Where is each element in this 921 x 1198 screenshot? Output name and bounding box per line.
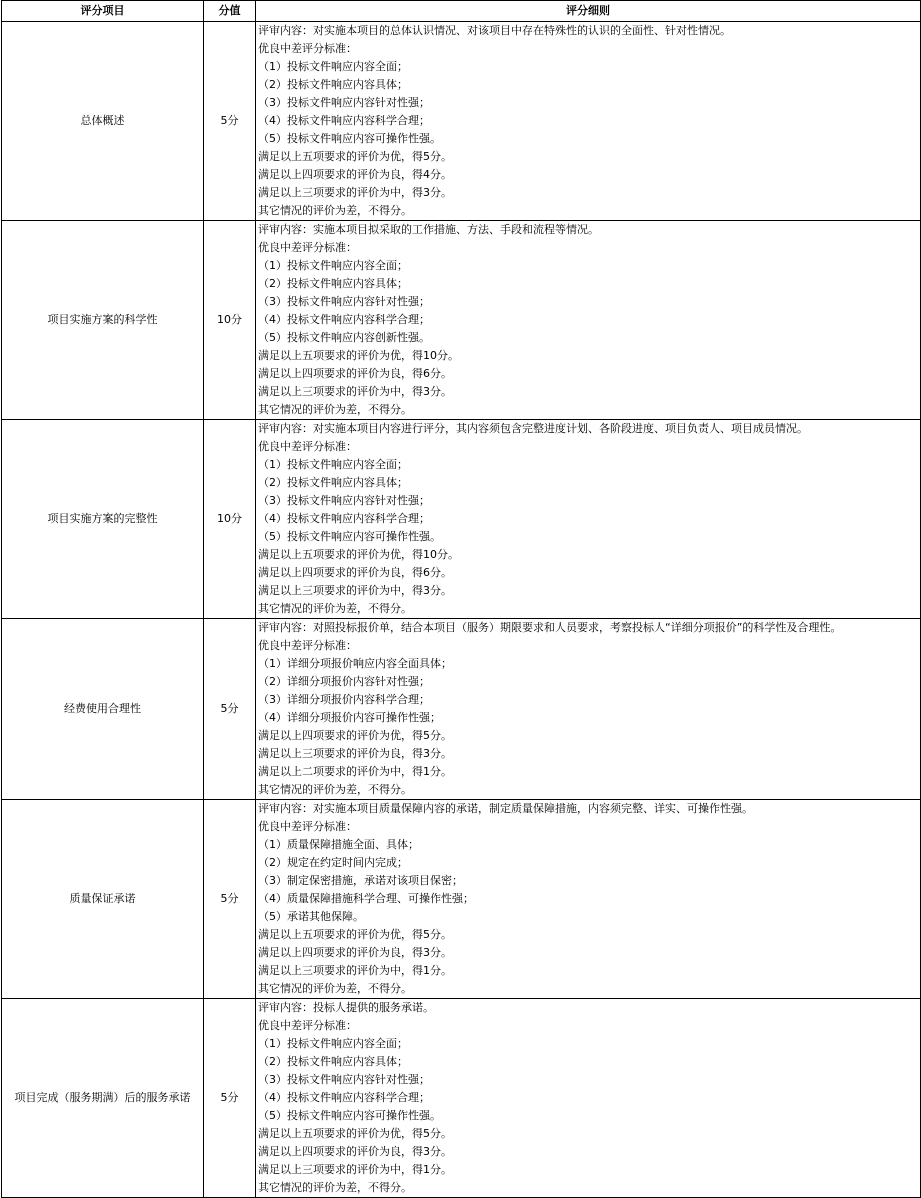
detail-line: 满足以上五项要求的评价为优，得10分。 xyxy=(258,548,459,561)
criteria-detail xyxy=(256,619,921,800)
criteria-item: 项目实施方案的完整性 xyxy=(2,420,204,619)
criteria-item: 经费使用合理性 xyxy=(2,619,204,800)
criteria-detail xyxy=(256,221,921,420)
detail-line: 满足以上四项要求的评价为优，得5分。 xyxy=(258,729,452,742)
header-row xyxy=(2,1,921,22)
detail-line: （3）详细分项报价内容科学合理； xyxy=(258,693,430,706)
detail-line: （4）投标文件响应内容科学合理； xyxy=(258,114,430,127)
criteria-item: 质量保证承诺 xyxy=(2,800,204,999)
detail-line: （3）制定保密措施，承诺对该项目保密； xyxy=(258,874,463,887)
detail-line: 满足以上五项要求的评价为优，得10分。 xyxy=(258,349,459,362)
detail-line: （1）投标文件响应内容全面； xyxy=(258,60,408,73)
detail-line: 其它情况的评价为差，不得分。 xyxy=(258,204,412,217)
detail-line: 评审内容：实施本项目拟采取的工作措施、方法、手段和流程等情况。 xyxy=(258,223,599,236)
detail-line: （5）投标文件响应内容创新性强。 xyxy=(258,331,430,344)
detail-line: 满足以上三项要求的评价为中，得1分。 xyxy=(258,1163,452,1176)
criteria-item: 项目完成（服务期满）后的服务承诺 xyxy=(2,999,204,1198)
detail-line: 其它情况的评价为差，不得分。 xyxy=(258,1181,412,1194)
header-score: 分值 xyxy=(204,1,256,22)
criteria-score: 5分 xyxy=(204,800,256,999)
detail-line: 其它情况的评价为差，不得分。 xyxy=(258,783,412,796)
detail-line: （3）投标文件响应内容针对性强； xyxy=(258,295,430,308)
detail-line: 优良中差评分标准： xyxy=(258,1019,357,1032)
detail-line: 满足以上五项要求的评价为优，得5分。 xyxy=(258,928,452,941)
criteria-detail xyxy=(256,420,921,619)
detail-line: （3）投标文件响应内容针对性强； xyxy=(258,1073,430,1086)
criteria-score: 5分 xyxy=(204,22,256,221)
header-item: 评分项目 xyxy=(2,1,204,22)
detail-line: 满足以上三项要求的评价为中，得3分。 xyxy=(258,186,452,199)
detail-line: （2）投标文件响应内容具体； xyxy=(258,78,408,91)
criteria-item: 总体概述 xyxy=(2,22,204,221)
criteria-score: 5分 xyxy=(204,999,256,1198)
detail-line: 满足以上四项要求的评价为良，得3分。 xyxy=(258,1145,452,1158)
detail-line: （5）承诺其他保障。 xyxy=(258,910,364,923)
detail-line: 满足以上五项要求的评价为优，得5分。 xyxy=(258,1127,452,1140)
detail-line: 满足以上二项要求的评价为中，得1分。 xyxy=(258,765,452,778)
detail-line: 评审内容：对实施本项目的总体认识情况、对该项目中存在特殊性的认识的全面性、针对性情况。 xyxy=(258,24,731,37)
header-detail: 评分细则 xyxy=(256,1,921,22)
detail-line: （4）投标文件响应内容科学合理； xyxy=(258,313,430,326)
detail-line: （1）投标文件响应内容全面； xyxy=(258,1037,408,1050)
criteria-detail xyxy=(256,22,921,221)
detail-line: （4）质量保障措施科学合理、可操作性强； xyxy=(258,892,474,905)
detail-line: 评审内容：对实施本项目质量保障内容的承诺，制定质量保障措施，内容须完整、详实、可操作性强。 xyxy=(258,802,753,815)
table-row xyxy=(2,221,921,420)
detail-line: （2）投标文件响应内容具体； xyxy=(258,1055,408,1068)
criteria-score: 5分 xyxy=(204,619,256,800)
detail-line: 其它情况的评价为差，不得分。 xyxy=(258,602,412,615)
detail-line: 满足以上三项要求的评价为中，得3分。 xyxy=(258,584,452,597)
detail-line: 满足以上三项要求的评价为中，得1分。 xyxy=(258,964,452,977)
detail-line: 满足以上三项要求的评价为良，得3分。 xyxy=(258,747,452,760)
detail-line: （5）投标文件响应内容可操作性强。 xyxy=(258,132,441,145)
detail-line: 满足以上四项要求的评价为良，得4分。 xyxy=(258,168,452,181)
detail-line: 满足以上四项要求的评价为良，得3分。 xyxy=(258,946,452,959)
scoring-table xyxy=(1,0,921,1198)
detail-line: （1）质量保障措施全面、具体； xyxy=(258,838,419,851)
detail-line: （1）投标文件响应内容全面； xyxy=(258,259,408,272)
detail-line: （3）投标文件响应内容针对性强； xyxy=(258,494,430,507)
detail-line: 其它情况的评价为差，不得分。 xyxy=(258,982,412,995)
detail-line: （2）规定在约定时间内完成； xyxy=(258,856,408,869)
table-row xyxy=(2,999,921,1198)
detail-line: 优良中差评分标准： xyxy=(258,440,357,453)
detail-line: （5）投标文件响应内容可操作性强。 xyxy=(258,530,441,543)
criteria-item: 项目实施方案的科学性 xyxy=(2,221,204,420)
detail-line: （4）详细分项报价内容可操作性强； xyxy=(258,711,441,724)
criteria-detail xyxy=(256,800,921,999)
detail-line: 满足以上三项要求的评价为中，得3分。 xyxy=(258,385,452,398)
table-row xyxy=(2,619,921,800)
detail-line: 优良中差评分标准： xyxy=(258,241,357,254)
detail-line: 评审内容：对实施本项目内容进行评分，其内容须包含完整进度计划、各阶段进度、项目负责人、项目成员情况。 xyxy=(258,422,808,435)
detail-line: 优良中差评分标准： xyxy=(258,820,357,833)
detail-line: （3）投标文件响应内容针对性强； xyxy=(258,96,430,109)
detail-line: 优良中差评分标准： xyxy=(258,42,357,55)
table-row xyxy=(2,420,921,619)
detail-line: 优良中差评分标准： xyxy=(258,639,357,652)
criteria-score: 10分 xyxy=(204,420,256,619)
detail-line: （2）投标文件响应内容具体； xyxy=(258,476,408,489)
detail-line: （1）详细分项报价响应内容全面具体； xyxy=(258,657,452,670)
table-body xyxy=(2,22,921,1198)
detail-line: （2）详细分项报价内容针对性强； xyxy=(258,675,430,688)
detail-line: 其它情况的评价为差，不得分。 xyxy=(258,403,412,416)
detail-line: 评审内容：投标人提供的服务承诺。 xyxy=(258,1001,434,1014)
table-row xyxy=(2,22,921,221)
detail-line: 满足以上四项要求的评价为良，得6分。 xyxy=(258,566,452,579)
detail-line: （4）投标文件响应内容科学合理； xyxy=(258,512,430,525)
detail-line: （1）投标文件响应内容全面； xyxy=(258,458,408,471)
criteria-score: 10分 xyxy=(204,221,256,420)
table-row xyxy=(2,800,921,999)
detail-line: 满足以上五项要求的评价为优，得5分。 xyxy=(258,150,452,163)
detail-line: 评审内容：对照投标报价单，结合本项目（服务）期限要求和人员要求，考察投标人“详细分项报价”的科学性及合理性。 xyxy=(258,621,842,634)
criteria-detail xyxy=(256,999,921,1198)
detail-line: （5）投标文件响应内容可操作性强。 xyxy=(258,1109,441,1122)
detail-line: （2）投标文件响应内容具体； xyxy=(258,277,408,290)
detail-line: 满足以上四项要求的评价为良，得6分。 xyxy=(258,367,452,380)
detail-line: （4）投标文件响应内容科学合理； xyxy=(258,1091,430,1104)
